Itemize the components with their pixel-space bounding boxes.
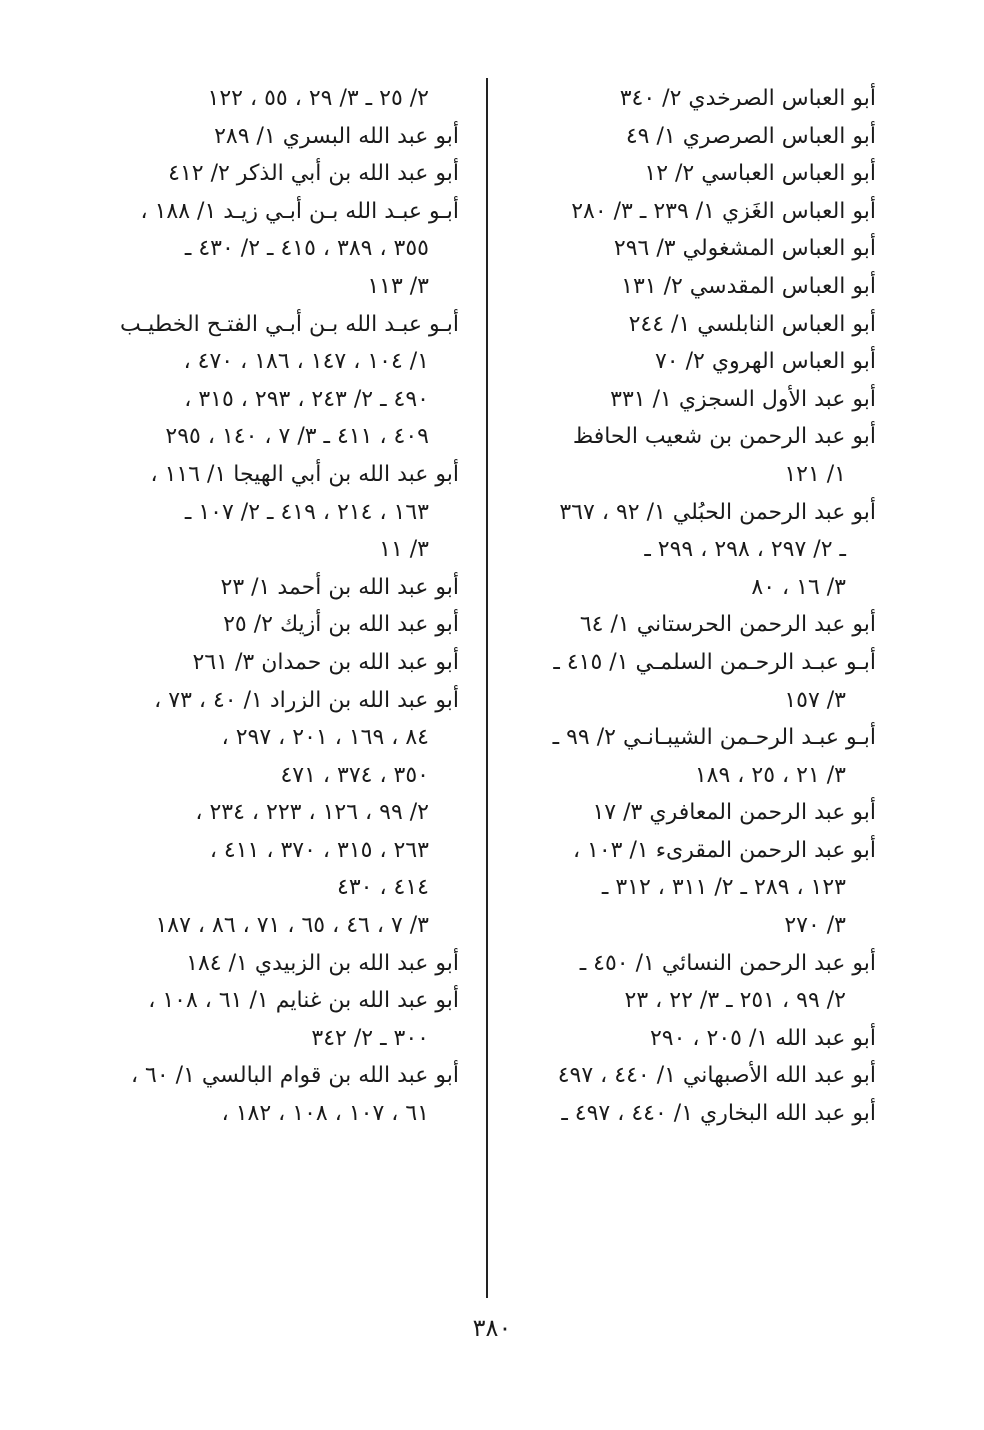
index-entry-line: أبو عبد الرحمن بن شعيب الحافظ [572,424,876,450]
index-entry-line: ٢/ ٩٩ ، ١٢٦ ، ٢٢٣ ، ٢٣٤ ، [195,800,429,826]
index-entry-line: أبو عبد الأول السجزي ١/ ٣٣١ [610,386,876,412]
index-entry-line: أبـو عبـد الله بـن أبـي زيـد ١/ ١٨٨ ، [140,198,459,224]
index-column-left [87,80,459,1133]
index-entry-line: ٦١ ، ١٠٧ ، ١٠٨ ، ١٨٢ ، [221,1101,429,1127]
index-entry-line: ٤١٤ ، ٤٣٠ [337,875,429,901]
index-entry-line: أبو عبد الله بن أحمد ١/ ٢٣ [220,574,459,600]
index-entry-line: أبو العباس المشغولي ٣/ ٢٩٦ [613,236,876,262]
column-divider [486,78,488,1298]
index-entry-line: ٣٥٠ ، ٣٧٤ ، ٤٧١ [280,762,429,788]
index-entry-line: أبو عبد الرحمن المعافري ٣/ ١٧ [592,800,876,826]
index-entry-line: أبو عبد الله بن الزبيدي ١/ ١٨٤ [186,950,459,976]
index-entry-line: أبـو عبـد الله بـن أبـي الفتـح الخطيـب [120,311,459,337]
index-entry-line: ٣/ ٢٧٠ [784,913,846,939]
index-entry-line: ٢٦٣ ، ٣١٥ ، ٣٧٠ ، ٤١١ ، [209,837,429,863]
index-entry-line: ٢/ ٩٩ ، ٢٥١ ـ ٣/ ٢٢ ، ٢٣ [624,988,846,1014]
index-entry-line: أبـو عبـد الرحـمن السلمـي ١/ ٤١٥ ـ [553,649,876,675]
index-entry-line: أبو عبد الله بن الزراد ١/ ٤٠ ، ٧٣ ، [154,687,459,713]
index-entry-line: ٢/ ٢٥ ـ ٣/ ٢٩ ، ٥٥ ، ١٢٢ [207,86,429,111]
index-entry-line: أبو عبد الله بن أزيك ٢/ ٢٥ [223,612,459,638]
index-entry-line: ٣/ ١٦ ، ٨٠ [751,574,846,600]
index-entry-line: أبو عبد الرحمن المقرىء ١/ ١٠٣ ، [572,837,876,863]
index-entry-line: أبو عبد الرحمن الحرستاني ١/ ٦٤ [579,612,876,638]
index-entry-line: أبو عبد الله بن أبي الذكر ٢/ ٤١٢ [168,161,459,187]
index-entry-line: أبو عبد الله بن قوام البالسي ١/ ٦٠ ، [130,1063,459,1089]
index-entry-line: أبو العباس النابلسي ١/ ٢٤٤ [628,311,876,337]
index-entry-line: ٣/ ١٥٧ [784,687,846,713]
index-entry-line: ٨٤ ، ١٦٩ ، ٢٠١ ، ٢٩٧ ، [221,725,429,751]
index-entry-line: ـ ٢/ ٢٩٧ ، ٢٩٨ ، ٢٩٩ ـ [644,537,846,563]
index-entry-line: أبو العباس الصرصري ١/ ٤٩ [625,123,876,149]
index-entry-line: ١٦٣ ، ٢١٤ ، ٤١٩ ـ ٢/ ١٠٧ ـ [184,499,429,525]
page-number: ٣٨٠ [472,1314,512,1342]
index-entry-line: أبو العباس الصرخدي ٢/ ٣٤٠ [619,86,876,111]
index-entry-line: أبو عبد الله ١/ ٢٠٥ ، ٢٩٠ [649,1025,876,1051]
index-entry-line: ٣/ ١١٣ [367,273,429,299]
index-entry-line: أبو عبد الله الأصبهاني ١/ ٤٤٠ ، ٤٩٧ [557,1063,876,1089]
index-entry-line: أبو العباس الهروي ٢/ ٧٠ [654,349,876,375]
index-entry-line: ٣/ ١١ [379,537,429,563]
index-entry-line: أبـو عبـد الرحـمن الشيبـانـي ٢/ ٩٩ ـ [552,725,876,751]
index-entry-line: ١٢٣ ، ٢٨٩ ـ ٢/ ٣١١ ، ٣١٢ ـ [601,875,846,901]
index-entry-line: أبو عبد الله بن أبي الهيجا ١/ ١١٦ ، [150,461,459,487]
index-entry-line: ١/ ١٢١ [784,461,846,487]
index-column-right [504,80,876,1133]
index-entry-line: أبو عبد الرحمن الحبُلي ١/ ٩٢ ، ٣٦٧ [559,499,876,525]
index-entry-line: أبو عبد الله بن حمدان ٣/ ٢٦١ [192,649,459,675]
index-entry-line: أبو عبد الله البسري ١/ ٢٨٩ [214,123,459,149]
index-entry-line: أبو عبد الرحمن النسائي ١/ ٤٥٠ ـ [579,950,876,976]
index-entry-line: ١/ ١٠٤ ، ١٤٧ ، ١٨٦ ، ٤٧٠ ، [183,349,429,375]
index-entry-line: أبو العباس الغَزي ١/ ٢٣٩ ـ ٣/ ٢٨٠ [571,198,876,224]
index-entry-line: ٣٠٠ ـ ٢/ ٣٤٢ [311,1025,429,1051]
index-entry-line: ٣/ ٢١ ، ٢٥ ، ١٨٩ [694,762,846,788]
index-entry-line: أبو عبد الله البخاري ١/ ٤٤٠ ، ٤٩٧ ـ [561,1101,876,1127]
index-entry-line: ٣/ ٧ ، ٤٦ ، ٦٥ ، ٧١ ، ٨٦ ، ١٨٧ [155,913,429,939]
index-entry-line: ٣٥٥ ، ٣٨٩ ، ٤١٥ ـ ٢/ ٤٣٠ ـ [184,236,429,262]
index-entry-line: أبو العباس العباسي ٢/ ١٢ [644,161,876,187]
index-entry-line: ٤٠٩ ، ٤١١ ـ ٣/ ٧ ، ١٤٠ ، ٢٩٥ [165,424,429,450]
index-entry-line: ٤٩٠ ـ ٢/ ٢٤٣ ، ٢٩٣ ، ٣١٥ ، [184,386,429,412]
index-entry-line: أبو العباس المقدسي ٢/ ١٣١ [621,273,876,299]
index-entry-line: أبو عبد الله بن غنايم ١/ ٦١ ، ١٠٨ ، [148,988,459,1014]
